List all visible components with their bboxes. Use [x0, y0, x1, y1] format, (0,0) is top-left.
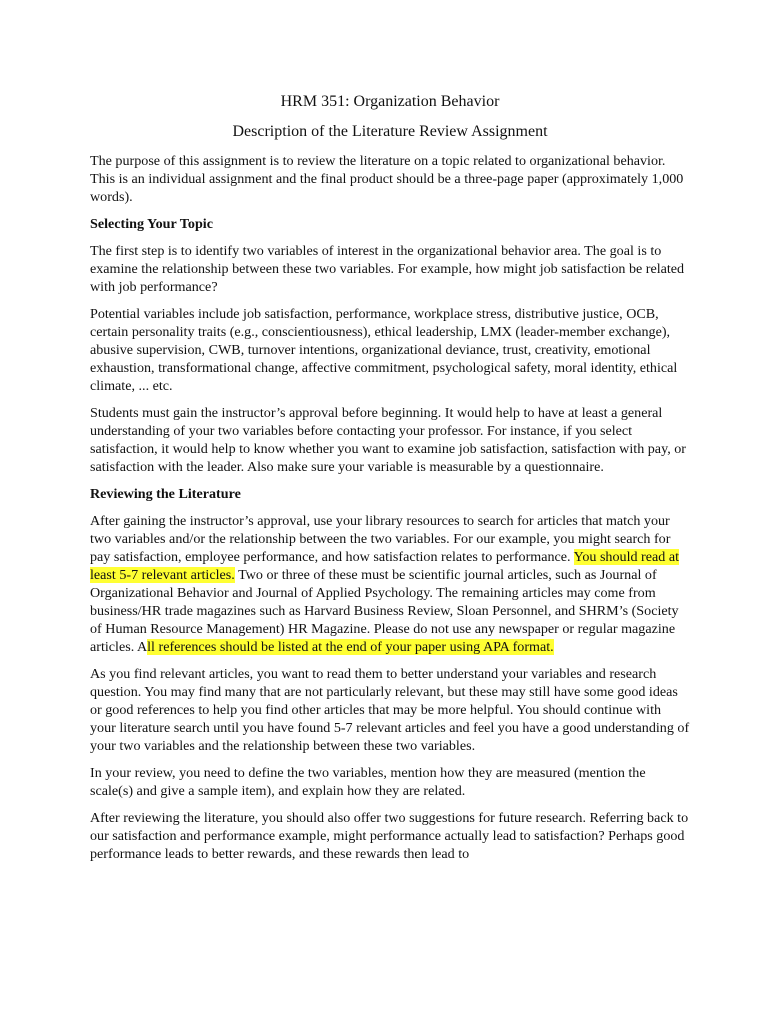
- paragraph-relevant-articles: As you find relevant articles, you want to read them to better understand your variables and research question. You may find many that are not particularly relevant, but these may still have some good ideas or good references to help you find other articles that may be more helpful. You should continue with your literature search until you have found 5-7 relevant articles and feel you have a good understanding of your two variables and the relationship between these two variables.: [90, 666, 690, 754]
- highlight-apa-format: ll references should be listed at the end of your paper using APA format.: [147, 639, 554, 655]
- paragraph-future-research: After reviewing the literature, you should also offer two suggestions for future research. Referring back to our satisfaction and performance example, might performance actually lead to satisfaction? Perhaps good performance leads to better rewards, and these rewards then lead to: [90, 810, 689, 862]
- document-page: [90, 92, 690, 872]
- highlight-read-articles: You should read at least 5-7 relevant articles.: [90, 549, 680, 583]
- paragraph-instructor-approval: Students must gain the instructor’s approval before beginning. It would help to have at least a general understanding of your two variables before contacting your professor. For instance, if you select satisfaction, it would help to know whether you want to examine job satisfaction, satisfaction with pay, or satisfaction with the leader. Also make sure your variable is measurable by a questionnaire.: [90, 405, 686, 475]
- paragraph-potential-variables: Potential variables include job satisfaction, performance, workplace stress, distributive justice, OCB, certain personality traits (e.g., conscientiousness), ethical leadership, LMX (leader-member exchange), abusive supervision, CWB, turnover intentions, organizational deviance, trust, creativity, emotional exhaustion, transformational change, affective commitment, psychological safety, moral identity, ethical climate, ... etc.: [90, 306, 678, 394]
- paragraph-define-variables: In your review, you need to define the two variables, mention how they are measured (mention the scale(s) and give a sample item), and explain how they are related.: [90, 765, 646, 799]
- section-heading-reviewing-literature: Reviewing the Literature: [90, 486, 241, 502]
- document-title: HRM 351: Organization Behavior: [280, 93, 500, 110]
- paragraph-library-search-text-b: Two or three of these must be scientific journal articles, such as Journal of Organizational Behavior and Journal of Applied Psychology. The remaining articles may come from business/HR trade magazines such as Harvard Business Review, Sloan Personnel, and SHRM’s (Society of Human Resource Management) HR Magazine. Please do not use any newspaper or regular magazine articles. A: [90, 567, 679, 655]
- paragraph-first-step: The first step is to identify two variables of interest in the organizational behavior area. The goal is to examine the relationship between these two variables. For example, how might job satisfaction be related with job performance?: [90, 243, 685, 295]
- paragraph-library-search-text-a: After gaining the instructor’s approval, use your library resources to search for articles that match your two variables and/or the relationship between the two variables. For our example, you might search for pay satisfaction, employee performance, and how satisfaction relates to performance.: [90, 513, 671, 565]
- document-subtitle: Description of the Literature Review Assignment: [232, 123, 548, 140]
- section-heading-selecting-topic: Selecting Your Topic: [90, 216, 213, 232]
- intro-paragraph: The purpose of this assignment is to review the literature on a topic related to organizational behavior. This is an individual assignment and the final product should be a three-page paper (approximately 1,000 words).: [90, 153, 684, 205]
- paragraph-library-search: [90, 512, 690, 656]
